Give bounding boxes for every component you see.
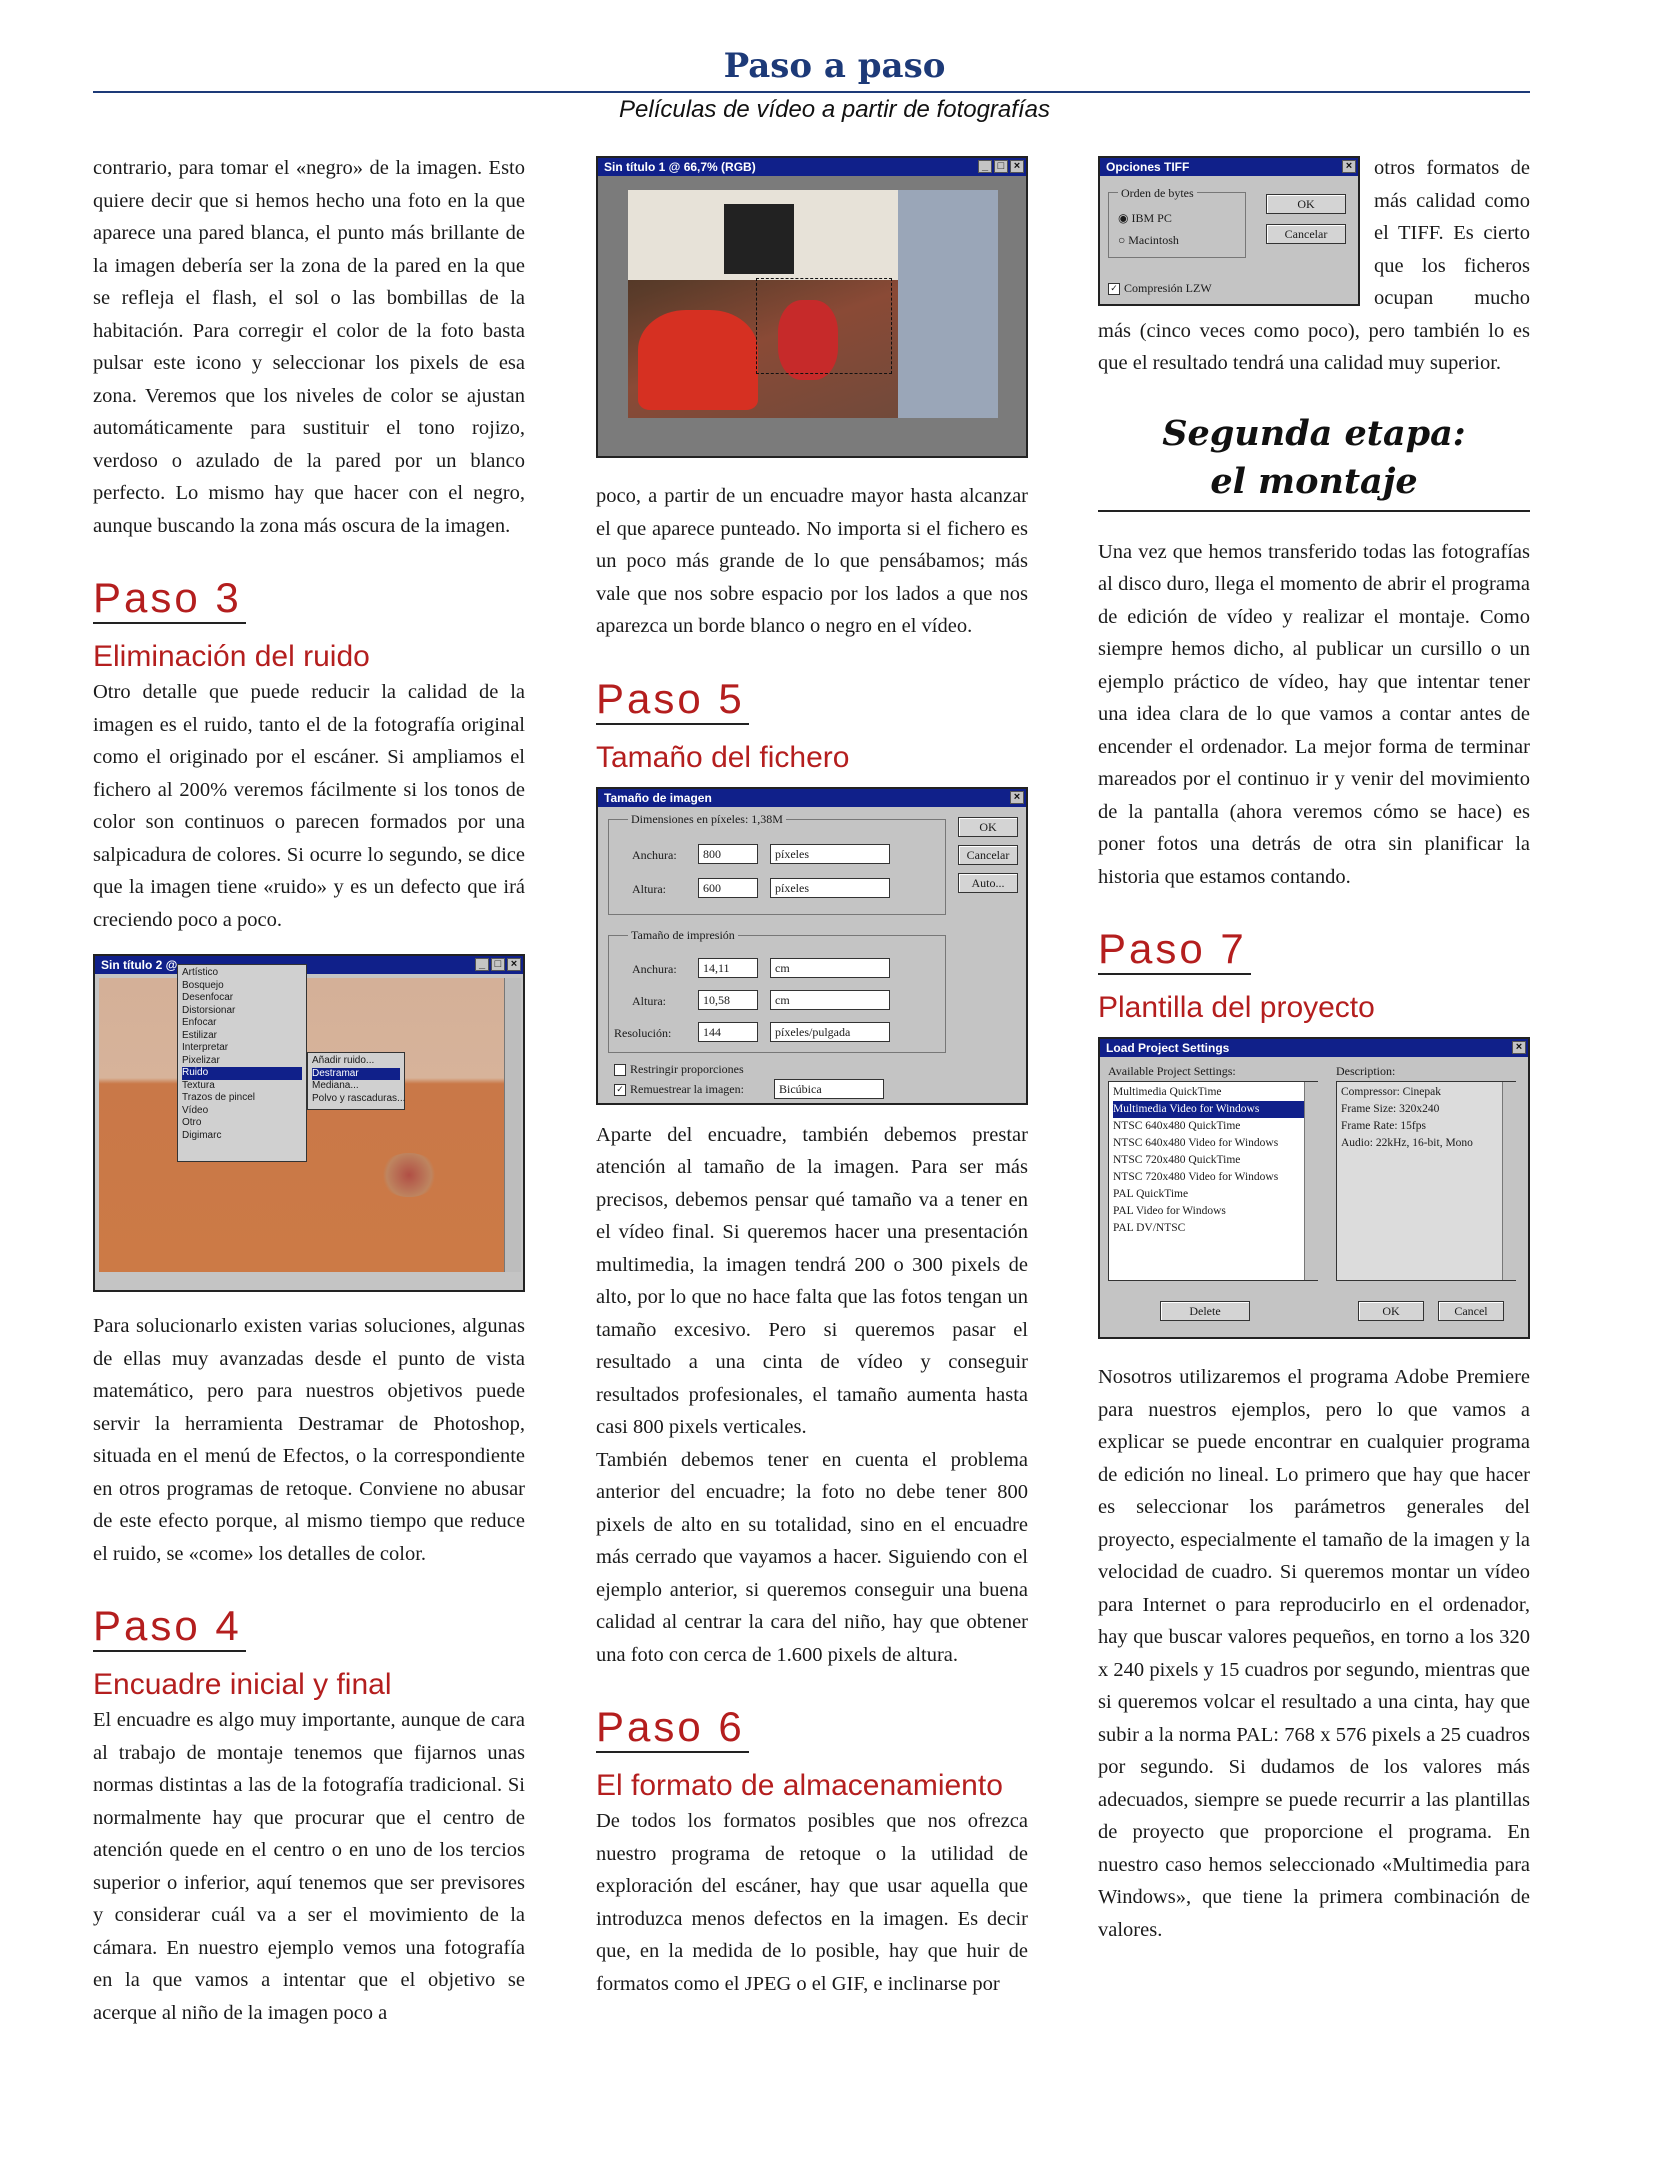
noise-window-title: Sin título 2 @ (101, 958, 178, 972)
col2-paragraph-4: De todos los formatos posibles que nos ofrezca nuestro programa de retoque o la utilidad de exploración del escáner, hay que usar aquella que introduzca menos defectos en la imagen. Es decir que, en la medida de lo posible, hay que huir de formatos como el JPEG o el GIF, e inclinarse por (596, 1810, 1028, 1995)
constrain-label: Restringir proporciones (630, 1061, 744, 1076)
paso7-heading: Paso 7 (1098, 925, 1251, 975)
menu-item-ruido[interactable]: Ruido (182, 1067, 302, 1080)
col3-paragraph-3: Nosotros utilizaremos el programa Adobe Premiere para nuestros ejemplos, pero lo que vamos a explicar se puede encontrar en cualquier programa de edición no lineal. Lo primero que hay que hacer es seleccionar los parámetros generales del proyecto, especialmente el tamaño de la imagen y la velocidad de cuadro. Si queremos montar un vídeo para Internet o para reproducirlo en el ordenador, hay que buscar valores pequeños, en torno a los 320 x 240 pixels y 15 cuadros por segundo, mientras que si queremos volcar el resultado a una cinta, hay que subir a la norma PAL: 768 x 576 pixels a 25 cuadros por segundo. Si dudamos de los valores más adecuados, siempre se puede recurrir a las plantillas de proyecto que proporcione el programa. En nuestro caso hemos seleccionado «Multimedia para Windows», que tiene la primera combinación de valores. (1098, 1366, 1530, 1941)
cancel-button[interactable]: Cancelar (1266, 224, 1346, 244)
description-label: Description: (1336, 1064, 1396, 1078)
col1-paragraph-4: El encuadre es algo muy importante, aunque de cara al trabajo de montaje tenemos que fijarnos unas normas distintas a las de la fotografía tradicional. Si normalmente hay que procurar que el centro de atención quede en el centro o en uno de los tercios superior o inferior, aquí tenemos que ser previsores y considerar cuál va a ser el movimiento de la cámara. En nuestro ejemplo vemos una fotografía en la que vamos a intentar que el objetivo se acerque al niño de la imagen poco a (93, 1709, 525, 2024)
list-item[interactable]: NTSC 640x480 QuickTime (1113, 1120, 1241, 1132)
resample-method-select[interactable]: Bicúbica (774, 1079, 884, 1099)
stage-heading-line2: el montaje (1210, 460, 1418, 502)
list-item[interactable]: PAL DV/NTSC (1113, 1222, 1186, 1234)
noise-window-titlebar (95, 956, 523, 974)
column-2 (596, 152, 1028, 2000)
project-settings-list[interactable] (1108, 1081, 1318, 1281)
photo-woman (638, 310, 758, 410)
paso6-heading: Paso 6 (596, 1703, 749, 1753)
column-1 (93, 152, 525, 2029)
menu-item[interactable]: Otro (182, 1117, 202, 1128)
article-subtitle: Películas de vídeo a partir de fotografías (619, 96, 1050, 123)
photo-window-titlebar (598, 158, 1026, 176)
checkbox-icon (614, 1064, 626, 1076)
paso3-subheading: Eliminación del ruido (93, 640, 370, 673)
photo-man (898, 190, 998, 418)
resample-checkbox-row[interactable] (614, 1081, 744, 1097)
paso6-subheading: El formato de almacenamiento (596, 1769, 1003, 1802)
tiff-options-dialog (1098, 156, 1360, 306)
project-settings-dialog (1098, 1037, 1530, 1339)
list-item[interactable]: NTSC 640x480 Video for Windows (1113, 1137, 1279, 1149)
checkbox-checked-icon: ✓ (1108, 283, 1120, 295)
col2-paragraph-2: Aparte del encuadre, también debemos prestar atención al tamaño de la imagen. Para ser más precisos, debemos pensar qué tamaño va a tener en el vídeo final. Si queremos hacer una presentación multimedia, la imagen tendrá 200 o 300 pixels de alto, por lo que no hace falta que las fotos tengan un tamaño excesivo. Pero si queremos pasar el resultado a una cinta de vídeo y conseguir resultados profesionales, el tamaño aumenta hasta casi 800 pixels verticales. (596, 1123, 1028, 1438)
close-icon: × (507, 958, 521, 971)
noise-submenu (307, 1052, 405, 1110)
col1-paragraph-1: contrario, para tomar el «negro» de la imagen. Esto quiere decir que si hemos hecho una foto en la que aparece una pared blanca, el punto más brillante de la imagen debería ser la zona de la pared en la que se refleja el flash, el sol o las bombillas de la habitación. Para corregir el color de la foto basta pulsar este icono y seleccionar los pixels de esa zona. Veremos que los niveles de color se ajustan automáticamente para sustituir el tono rojizo, verdoso o azulado de la pared por un blanco perfecto. Lo mismo hay que hacer con el negro, aunque buscando la zona más oscura de la imagen. (93, 157, 525, 537)
print-height-input[interactable]: 10,58 (698, 990, 758, 1010)
byte-order-label: Orden de bytes (1118, 185, 1197, 201)
maximize-icon: □ (491, 958, 505, 971)
menu-item[interactable]: Estilizar (182, 1029, 218, 1041)
resolution-label: Resolución: (614, 1025, 672, 1040)
photo-crop-screenshot (596, 156, 1028, 458)
desc-line: Compressor: Cinepak (1341, 1086, 1441, 1098)
family-photo (628, 190, 998, 418)
pixel-dimensions-label: Dimensiones en píxeles: 1,38M (628, 811, 786, 827)
noise-stain (379, 1153, 439, 1197)
project-settings-titlebar (1100, 1039, 1528, 1057)
lzw-label: Compresión LZW (1124, 281, 1212, 295)
col3-paragraph-1: otros formatos de más calidad como el TIFF. Es cierto que los ficheros ocupan mucho más (cinco veces como poco), pero también lo es que el resultado tendrá una calidad muy superior. (1098, 157, 1530, 374)
photo-tv (724, 204, 794, 274)
print-size-label: Tamaño de impresión (628, 927, 738, 943)
list-item[interactable]: Multimedia QuickTime (1113, 1086, 1222, 1098)
menu-item[interactable]: Digimarc (182, 1129, 222, 1141)
ok-button[interactable]: OK (958, 817, 1018, 837)
image-size-titlebar (598, 789, 1026, 807)
col2-paragraph-1: poco, a partir de un encuadre mayor hasta alcanzar el que aparece punteado. No importa si el fichero es un poco más grande de lo que pensábamos; más vale que nos sobre espacio por los lados a que nos aparezca un borde blanco o negro en el vídeo. (596, 485, 1028, 637)
noise-filter-screenshot (93, 954, 525, 1292)
col1-paragraph-3: Para solucionarlo existen varias soluciones, algunas de ellas muy avanzadas desde el punto de vista matemático, pero para nuestros objetivos puede servir la herramienta Destramar de Photoshop, situada en el menú de Efectos, o la correspondiente en otros programas de retoque. Conviene no abusar de este efecto porque, al mismo tiempo que reduce el ruido, se «come» los detalles de color. (93, 1315, 525, 1565)
paso7-subheading: Plantilla del proyecto (1098, 991, 1375, 1024)
description-box (1336, 1081, 1516, 1281)
filter-menu (177, 964, 307, 1162)
description-scrollbar[interactable] (1502, 1082, 1516, 1280)
paso4-subheading: Encuadre inicial y final (93, 1668, 392, 1701)
macintosh-label: Macintosh (1128, 233, 1179, 247)
menu-item[interactable]: Trazos de pincel (182, 1092, 255, 1103)
menu-item[interactable]: Vídeo (182, 1104, 209, 1116)
paso3-heading: Paso 3 (93, 574, 246, 624)
close-icon: × (1010, 160, 1024, 173)
menu-item[interactable]: Desenfocar (182, 992, 234, 1003)
list-item[interactable]: NTSC 720x480 QuickTime (1113, 1154, 1241, 1166)
col3-paragraph-2: Una vez que hemos transferido todas las fotografías al disco duro, llega el momento de abrir el programa de edición de vídeo y realizar el montaje. Como siempre hemos dicho, al publicar un cursillo o un ejemplo práctico de vídeo, hay que intentar tener una idea clara de lo que vamos a contar antes de encender el ordenador. La mejor forma de terminar mareados por el continuo ir y venir del movimiento de la pantalla (ahora veremos cómo se hace) es poner fotos una detrás de otra sin planificar la historia que estamos contando. (1098, 540, 1530, 888)
image-size-dialog (596, 787, 1028, 1105)
print-height-label: Altura: (632, 993, 666, 1008)
pixel-dimensions-group (608, 819, 946, 915)
close-icon[interactable]: × (1512, 1041, 1526, 1054)
ibm-pc-radio[interactable] (1118, 210, 1172, 226)
menu-item[interactable]: Bosquejo (182, 979, 224, 991)
tiff-title: Opciones TIFF (1106, 160, 1190, 174)
paso5-heading: Paso 5 (596, 675, 749, 725)
list-item[interactable]: PAL Video for Windows (1113, 1205, 1226, 1217)
print-width-input[interactable]: 14,11 (698, 958, 758, 978)
minimize-icon: _ (978, 160, 992, 173)
desc-line: Audio: 22kHz, 16-bit, Mono (1341, 1137, 1473, 1149)
crop-marquee (756, 278, 892, 374)
resample-label: Remuestrear la imagen: (630, 1081, 744, 1096)
available-label: Available Project Settings: (1108, 1064, 1236, 1078)
project-settings-title: Load Project Settings (1106, 1041, 1230, 1055)
ok-button[interactable]: OK (1358, 1301, 1424, 1321)
list-item[interactable]: NTSC 720x480 Video for Windows (1113, 1171, 1279, 1183)
col1-paragraph-2: Otro detalle que puede reducir la calidad de la imagen es el ruido, tanto el de la fotografía original como el originado por el escáner. Si ampliamos el fichero al 200% veremos fácilmente si los tonos de color son continuos o parecen formados por una salpicadura de colores. Si ocurre lo segundo, se dice que la imagen tiene «ruido» y es un defecto que irá creciendo poco a poco. (93, 681, 525, 931)
pixel-width-input[interactable]: 800 (698, 844, 758, 864)
vertical-scrollbar[interactable] (504, 978, 521, 1272)
resolution-input[interactable]: 144 (698, 1022, 758, 1042)
stage-heading (1098, 410, 1530, 512)
pixel-height-input[interactable]: 600 (698, 878, 758, 898)
tiff-titlebar (1100, 158, 1358, 176)
cancel-button[interactable]: Cancelar (958, 845, 1018, 865)
image-size-title: Tamaño de imagen (604, 790, 712, 805)
desc-line: Frame Rate: 15fps (1341, 1120, 1426, 1132)
submenu-item-destramar[interactable]: Destramar (312, 1068, 400, 1081)
submenu-item[interactable]: Mediana... (312, 1080, 359, 1091)
pixel-height-unit-select[interactable]: píxeles (770, 878, 890, 898)
menu-item[interactable]: Textura (182, 1079, 215, 1091)
print-width-unit-select[interactable]: cm (770, 958, 890, 978)
constrain-checkbox-row[interactable] (614, 1061, 744, 1077)
menu-item[interactable]: Artístico (182, 967, 219, 978)
header-rule (93, 91, 1530, 93)
cancel-button[interactable]: Cancel (1438, 1301, 1504, 1321)
checkbox-checked-icon: ✓ (614, 1084, 626, 1096)
col2-paragraph-3: También debemos tener en cuenta el problema anterior del encuadre; la foto no debe tener 800 pixels de alto en su totalidad, sino en el encuadre más cerrado que vayamos a hacer. Siguiendo con el ejemplo anterior, si queremos conseguir una buena calidad al centrar la cara del niño, hay que obtener una foto con cerca de 1.600 pixels de altura. (596, 1448, 1028, 1666)
minimize-icon: _ (475, 958, 489, 971)
stage-heading-line1: Segunda etapa: (1162, 412, 1466, 454)
print-height-unit-select[interactable]: cm (770, 990, 890, 1010)
radio-selected-icon: ◉ (1118, 211, 1132, 225)
close-icon[interactable]: × (1342, 160, 1356, 173)
pixel-width-unit-select[interactable]: píxeles (770, 844, 890, 864)
height-label: Altura: (632, 881, 666, 896)
macintosh-radio[interactable] (1118, 232, 1179, 248)
desc-line: Frame Size: 320x240 (1341, 1103, 1440, 1115)
list-scrollbar[interactable] (1304, 1082, 1318, 1280)
ibm-pc-label: IBM PC (1131, 211, 1172, 225)
maximize-icon: □ (994, 160, 1008, 173)
width-label: Anchura: (632, 847, 677, 862)
radio-icon: ○ (1118, 233, 1129, 247)
close-icon[interactable]: × (1010, 791, 1024, 804)
section-title: Paso a paso (723, 46, 946, 86)
list-item[interactable]: PAL QuickTime (1113, 1188, 1189, 1200)
delete-button[interactable]: Delete (1160, 1301, 1250, 1321)
resolution-unit-select[interactable]: píxeles/pulgada (770, 1022, 890, 1042)
print-width-label: Anchura: (632, 961, 677, 976)
menu-item[interactable]: Pixelizar (182, 1054, 220, 1066)
paso4-heading: Paso 4 (93, 1602, 246, 1652)
auto-button[interactable]: Auto... (958, 873, 1018, 893)
paso5-subheading: Tamaño del fichero (596, 740, 850, 774)
submenu-item[interactable]: Añadir ruido... (312, 1055, 375, 1066)
submenu-item[interactable]: Polvo y rascaduras... (312, 1092, 406, 1104)
column-3 (1098, 152, 1530, 1946)
menu-item[interactable]: Enfocar (182, 1017, 217, 1028)
menu-item[interactable]: Interpretar (182, 1042, 229, 1053)
ok-button[interactable]: OK (1266, 194, 1346, 214)
photo-window-title: Sin título 1 @ 66,7% (RGB) (604, 160, 756, 174)
menu-item[interactable]: Distorsionar (182, 1004, 236, 1016)
list-item-selected[interactable]: Multimedia Video for Windows (1113, 1101, 1313, 1118)
lzw-checkbox-row[interactable] (1108, 280, 1212, 296)
